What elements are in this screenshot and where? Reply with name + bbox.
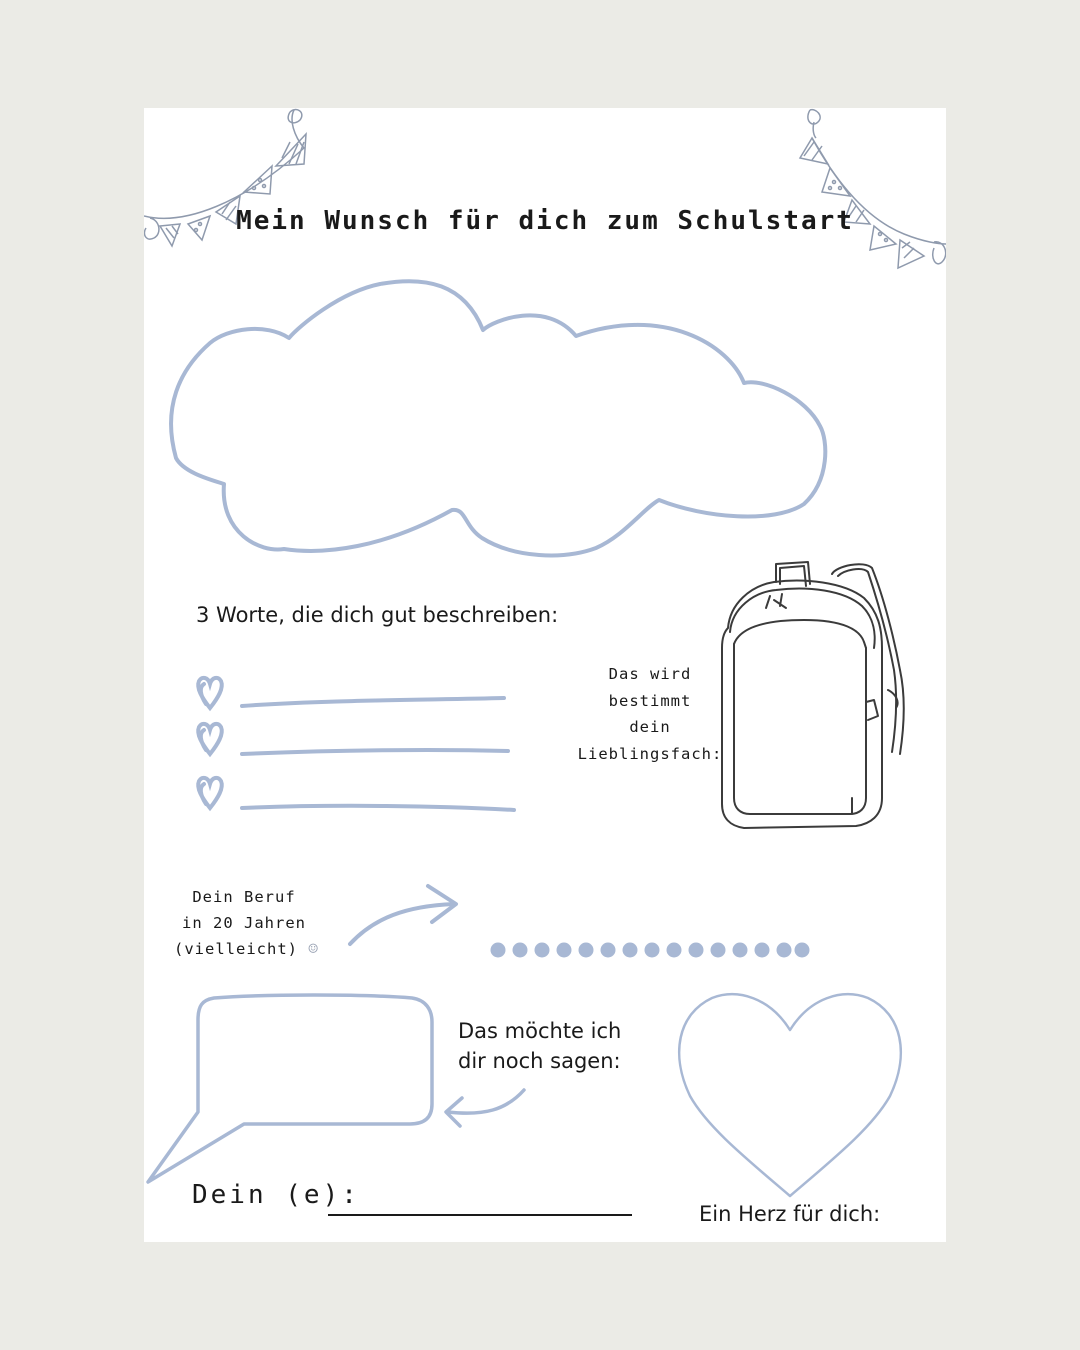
heart-label: Ein Herz für dich: bbox=[699, 1202, 881, 1226]
job-line-last bbox=[174, 936, 319, 962]
writing-line bbox=[242, 750, 508, 754]
word-lines bbox=[198, 678, 514, 810]
page-title: Mein Wunsch für dich zum Schulstart bbox=[236, 206, 854, 236]
heart-icon bbox=[198, 778, 222, 808]
cloud-shape bbox=[171, 281, 825, 555]
speech-bubble bbox=[148, 995, 432, 1182]
arrow-icon bbox=[446, 1090, 524, 1126]
message-line: Das möchte ich bbox=[458, 1019, 622, 1043]
job-line: (vielleicht) bbox=[174, 940, 298, 958]
writing-line bbox=[242, 698, 504, 706]
writing-line bbox=[242, 806, 514, 810]
favorite-subject-line: Lieblingsfach: bbox=[577, 744, 723, 763]
heart-icon bbox=[198, 678, 222, 708]
message-label bbox=[458, 1016, 621, 1076]
three-words-label: 3 Worte, die dich gut beschreiben: bbox=[196, 603, 559, 627]
favorite-subject-line: dein bbox=[629, 718, 671, 736]
favorite-subject-line: bestimmt bbox=[608, 691, 692, 710]
job-dots bbox=[491, 943, 810, 958]
message-line: dir noch sagen: bbox=[458, 1049, 621, 1073]
job-label bbox=[174, 884, 319, 962]
arrow-icon bbox=[350, 886, 456, 944]
favorite-subject-line: Das wird bbox=[608, 665, 692, 683]
worksheet-page bbox=[144, 108, 946, 1242]
large-heart bbox=[679, 994, 901, 1196]
job-line: in 20 Jahren bbox=[182, 914, 306, 932]
bunting-right-icon bbox=[800, 110, 946, 268]
job-line: Dein Beruf bbox=[192, 888, 296, 906]
heart-icon bbox=[198, 724, 222, 754]
favorite-subject-label bbox=[574, 661, 726, 767]
backpack-icon bbox=[722, 562, 904, 828]
smiley-icon: ☺ bbox=[308, 939, 319, 958]
signature-label: Dein (e): bbox=[192, 1180, 360, 1210]
